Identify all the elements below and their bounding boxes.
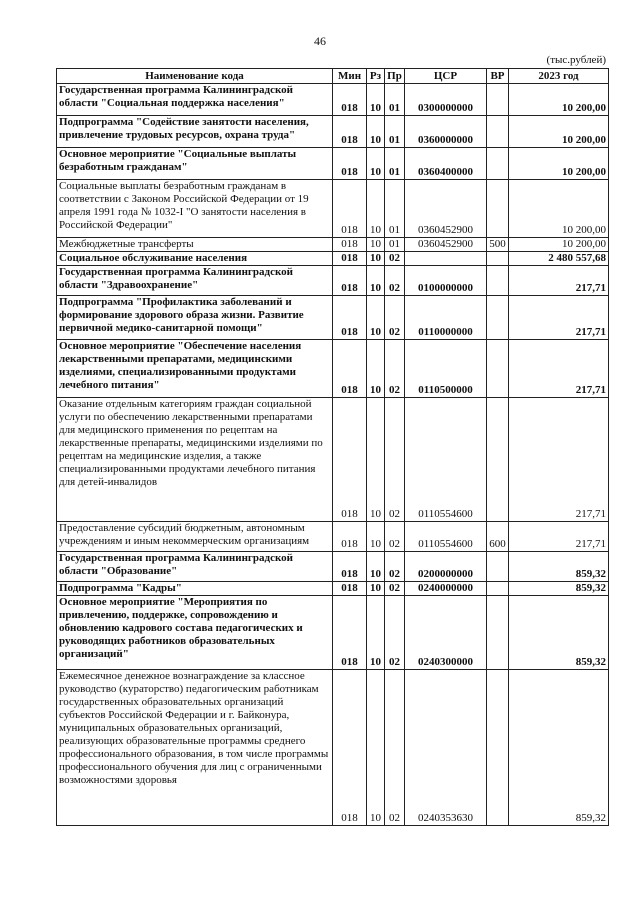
row-csr: 0240000000	[405, 582, 487, 596]
row-name: Основное мероприятие "Мероприятия по привлечению, поддержке, сопровождению и обновлению кадрового состава педагогических и руководящих работников образовательных организаций"	[57, 596, 333, 670]
row-amount: 10 200,00	[509, 116, 609, 148]
row-pr: 01	[385, 238, 405, 252]
row-amount: 10 200,00	[509, 238, 609, 252]
row-rz: 10	[367, 552, 385, 582]
row-amount: 10 200,00	[509, 84, 609, 116]
row-amount: 217,71	[509, 522, 609, 552]
row-csr: 0110554600	[405, 522, 487, 552]
table-row	[57, 238, 609, 252]
row-pr: 02	[385, 340, 405, 398]
row-name: Социальные выплаты безработным гражданам в соответствии с Законом Российской Федерации от 19 апреля 1991 года № 1032-I "О занятости населения в Российской Федерации"	[57, 180, 333, 238]
row-rz: 10	[367, 340, 385, 398]
row-amount: 10 200,00	[509, 180, 609, 238]
row-name: Межбюджетные трансферты	[57, 238, 333, 252]
row-rz: 10	[367, 84, 385, 116]
page-number: 46	[314, 34, 326, 48]
row-vr: 600	[487, 522, 509, 552]
table-row	[57, 148, 609, 180]
row-min: 018	[333, 596, 367, 670]
row-min: 018	[333, 84, 367, 116]
row-name: Предоставление субсидий бюджетным, автономным учреждениям и иным некоммерческим организациям	[57, 522, 333, 552]
row-csr: 0110000000	[405, 296, 487, 340]
header-name: Наименование кода	[57, 69, 333, 84]
row-rz: 10	[367, 266, 385, 296]
row-vr	[487, 670, 509, 826]
row-name: Социальное обслуживание населения	[57, 252, 333, 266]
header-csr: ЦСР	[405, 69, 487, 84]
row-pr: 02	[385, 398, 405, 522]
table-row	[57, 522, 609, 552]
row-rz: 10	[367, 180, 385, 238]
header-min: Мин	[333, 69, 367, 84]
table-row	[57, 596, 609, 670]
row-name: Основное мероприятие "Обеспечение населения лекарственными препаратами, медицинскими изделиями, специализированными продуктами лечебного питания"	[57, 340, 333, 398]
row-amount: 859,32	[509, 596, 609, 670]
row-name: Государственная программа Калининградской области "Здравоохранение"	[57, 266, 333, 296]
header-year: 2023 год	[509, 69, 609, 84]
header-rz: Рз	[367, 69, 385, 84]
table-row	[57, 266, 609, 296]
row-amount: 2 480 557,68	[509, 252, 609, 266]
row-csr: 0200000000	[405, 552, 487, 582]
row-name: Подпрограмма "Содействие занятости населения, привлечение трудовых ресурсов, охрана труда"	[57, 116, 333, 148]
table-header-row	[57, 69, 609, 84]
row-name: Государственная программа Калининградской области "Социальная поддержка населения"	[57, 84, 333, 116]
row-rz: 10	[367, 252, 385, 266]
row-min: 018	[333, 522, 367, 552]
row-vr	[487, 116, 509, 148]
row-name: Оказание отдельным категориям граждан социальной услуги по обеспечению лекарственными препаратами для медицинского применения по рецептам на лекарственные препараты, медицинскими изделиями по рецептам на медицинские изделия, а также специализированными продуктами лечебного питания для детей-инвалидов	[57, 398, 333, 522]
row-pr: 02	[385, 552, 405, 582]
row-rz: 10	[367, 398, 385, 522]
row-name: Ежемесячное денежное вознаграждение за классное руководство (кураторство) педагогическим работникам государственных образовательных организаций субъектов Российской Федерации и г. Байконура, муниципальных образовательных организаций, реализующих образовательные программы среднего профессионального образования, в том числе программы профессионального обучения для лиц с ограниченными возможностями здоровья	[57, 670, 333, 826]
row-amount: 859,32	[509, 582, 609, 596]
row-pr: 02	[385, 252, 405, 266]
row-vr	[487, 582, 509, 596]
table-row	[57, 84, 609, 116]
row-vr: 500	[487, 238, 509, 252]
row-csr: 0360452900	[405, 238, 487, 252]
row-vr	[487, 148, 509, 180]
row-vr	[487, 266, 509, 296]
row-name: Государственная программа Калининградской области "Образование"	[57, 552, 333, 582]
row-name: Основное мероприятие "Социальные выплаты безработным гражданам"	[57, 148, 333, 180]
row-csr: 0100000000	[405, 266, 487, 296]
table-row	[57, 398, 609, 522]
table-row	[57, 252, 609, 266]
table-row	[57, 670, 609, 826]
table-row	[57, 340, 609, 398]
row-vr	[487, 84, 509, 116]
row-pr: 02	[385, 266, 405, 296]
row-amount: 10 200,00	[509, 148, 609, 180]
row-rz: 10	[367, 116, 385, 148]
row-min: 018	[333, 670, 367, 826]
row-min: 018	[333, 252, 367, 266]
row-name: Подпрограмма "Профилактика заболеваний и формирование здорового образа жизни. Развитие первичной медико-санитарной помощи"	[57, 296, 333, 340]
row-vr	[487, 252, 509, 266]
row-min: 018	[333, 238, 367, 252]
row-min: 018	[333, 340, 367, 398]
row-csr: 0240300000	[405, 596, 487, 670]
row-rz: 10	[367, 238, 385, 252]
row-name: Подпрограмма "Кадры"	[57, 582, 333, 596]
row-csr: 0360452900	[405, 180, 487, 238]
row-min: 018	[333, 116, 367, 148]
row-rz: 10	[367, 296, 385, 340]
row-pr: 01	[385, 116, 405, 148]
table-row	[57, 180, 609, 238]
row-pr: 01	[385, 148, 405, 180]
row-min: 018	[333, 582, 367, 596]
row-csr: 0110500000	[405, 340, 487, 398]
row-csr: 0360000000	[405, 116, 487, 148]
row-amount: 217,71	[509, 296, 609, 340]
row-pr: 02	[385, 296, 405, 340]
row-rz: 10	[367, 522, 385, 552]
table-row	[57, 296, 609, 340]
row-csr	[405, 252, 487, 266]
header-vr: ВР	[487, 69, 509, 84]
row-min: 018	[333, 398, 367, 522]
row-pr: 02	[385, 522, 405, 552]
row-pr: 02	[385, 670, 405, 826]
row-amount: 859,32	[509, 552, 609, 582]
row-min: 018	[333, 148, 367, 180]
row-rz: 10	[367, 596, 385, 670]
row-csr: 0110554600	[405, 398, 487, 522]
row-min: 018	[333, 296, 367, 340]
row-csr: 0300000000	[405, 84, 487, 116]
row-csr: 0240353630	[405, 670, 487, 826]
row-vr	[487, 596, 509, 670]
table-row	[57, 552, 609, 582]
row-amount: 217,71	[509, 266, 609, 296]
row-vr	[487, 552, 509, 582]
row-rz: 10	[367, 148, 385, 180]
row-min: 018	[333, 180, 367, 238]
row-vr	[487, 296, 509, 340]
row-rz: 10	[367, 670, 385, 826]
units-label: (тыс.рублей)	[546, 54, 606, 66]
row-min: 018	[333, 552, 367, 582]
row-pr: 02	[385, 582, 405, 596]
row-csr: 0360400000	[405, 148, 487, 180]
row-pr: 01	[385, 84, 405, 116]
table-row	[57, 116, 609, 148]
header-pr: Пр	[385, 69, 405, 84]
row-amount: 217,71	[509, 340, 609, 398]
row-pr: 02	[385, 596, 405, 670]
table-row	[57, 582, 609, 596]
row-vr	[487, 340, 509, 398]
row-vr	[487, 398, 509, 522]
row-amount: 217,71	[509, 398, 609, 522]
budget-table	[56, 68, 609, 826]
row-amount: 859,32	[509, 670, 609, 826]
row-vr	[487, 180, 509, 238]
row-rz: 10	[367, 582, 385, 596]
row-min: 018	[333, 266, 367, 296]
row-pr: 01	[385, 180, 405, 238]
